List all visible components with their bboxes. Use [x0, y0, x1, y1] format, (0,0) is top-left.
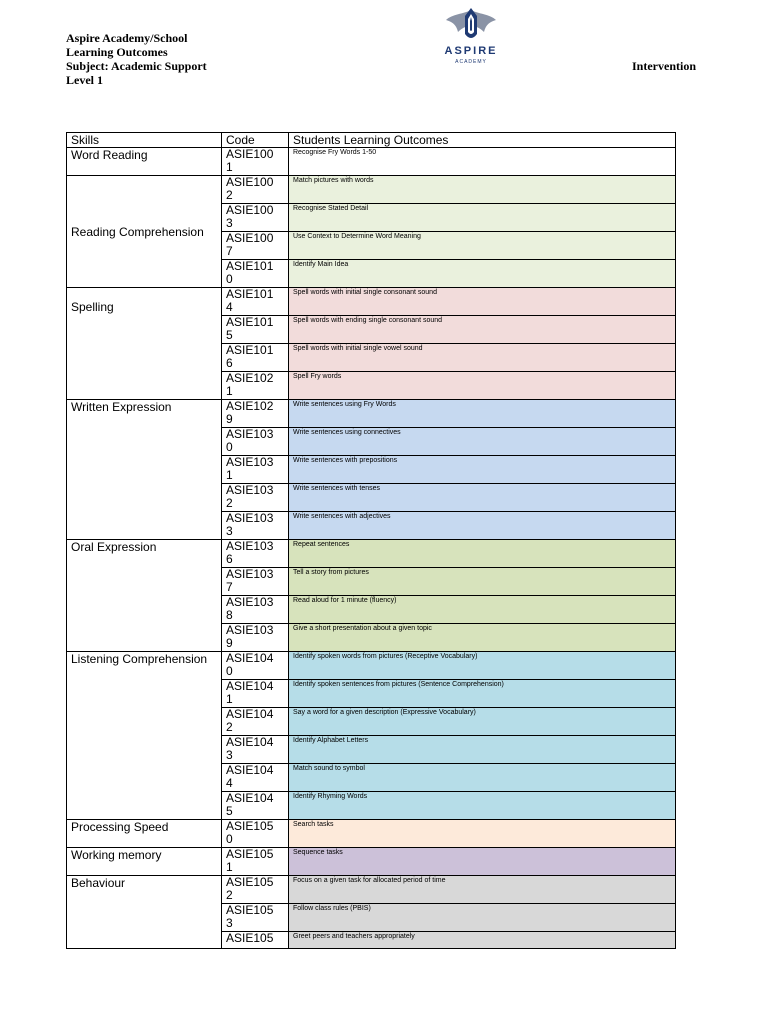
code-column-header: Code — [222, 133, 289, 148]
outcome-cell: Repeat sentences — [289, 540, 676, 568]
table-row — [67, 540, 676, 568]
outcome-cell: Give a short presentation about a given topic — [289, 624, 676, 652]
outcome-cell: Write sentences using Fry Words — [289, 400, 676, 428]
table-row — [67, 400, 676, 428]
table-row — [67, 652, 676, 680]
level-label: Level 1 — [66, 73, 103, 87]
code-cell: ASIE103 2 — [222, 484, 289, 512]
table-row — [67, 848, 676, 876]
subject-label: Subject: Academic Support — [66, 59, 207, 73]
code-cell: ASIE104 4 — [222, 764, 289, 792]
outcome-cell: Write sentences with adjectives — [289, 512, 676, 540]
table-row — [67, 876, 676, 904]
code-cell: ASIE100 3 — [222, 204, 289, 232]
code-cell: ASIE105 2 — [222, 876, 289, 904]
outcome-cell: Say a word for a given description (Expressive Vocabulary) — [289, 708, 676, 736]
code-cell: ASIE100 2 — [222, 176, 289, 204]
code-cell: ASIE103 8 — [222, 596, 289, 624]
code-cell: ASIE101 5 — [222, 316, 289, 344]
code-cell: ASIE103 6 — [222, 540, 289, 568]
school-name: Aspire Academy/School — [66, 31, 188, 45]
outcome-cell: Spell words with initial single consonant sound — [289, 288, 676, 316]
outcome-cell: Greet peers and teachers appropriately — [289, 932, 676, 949]
code-cell: ASIE103 9 — [222, 624, 289, 652]
code-cell: ASIE105 0 — [222, 820, 289, 848]
skill-cell: Spelling — [67, 288, 222, 400]
table-row — [67, 148, 676, 176]
outcome-cell: Spell words with ending single consonant sound — [289, 316, 676, 344]
skill-cell: Processing Speed — [67, 820, 222, 848]
outcome-cell: Read aloud for 1 minute (fluency) — [289, 596, 676, 624]
code-cell: ASIE104 2 — [222, 708, 289, 736]
outcomes-column-header: Students Learning Outcomes — [289, 133, 676, 148]
code-cell: ASIE105 3 — [222, 904, 289, 932]
code-cell: ASIE101 0 — [222, 260, 289, 288]
outcome-cell: Tell a story from pictures — [289, 568, 676, 596]
code-cell: ASIE102 9 — [222, 400, 289, 428]
document-title: Learning Outcomes — [66, 45, 168, 59]
outcome-cell: Write sentences with prepositions — [289, 456, 676, 484]
outcome-cell: Identify spoken words from pictures (Receptive Vocabulary) — [289, 652, 676, 680]
skill-cell: Working memory — [67, 848, 222, 876]
outcome-cell: Recognise Stated Detail — [289, 204, 676, 232]
skill-cell: Oral Expression — [67, 540, 222, 652]
learning-outcomes-table — [66, 132, 676, 949]
outcome-cell: Identify Alphabet Letters — [289, 736, 676, 764]
intervention-label: Intervention — [632, 59, 696, 73]
outcome-cell: Spell Fry words — [289, 372, 676, 400]
outcome-cell: Search tasks — [289, 820, 676, 848]
outcome-cell: Focus on a given task for allocated period of time — [289, 876, 676, 904]
table-row — [67, 288, 676, 316]
table-row — [67, 820, 676, 848]
code-cell: ASIE102 1 — [222, 372, 289, 400]
code-cell: ASIE105 — [222, 932, 289, 949]
outcome-cell: Sequence tasks — [289, 848, 676, 876]
outcome-cell: Write sentences with tenses — [289, 484, 676, 512]
outcome-cell: Use Context to Determine Word Meaning — [289, 232, 676, 260]
code-cell: ASIE100 1 — [222, 148, 289, 176]
winged-crest-icon — [442, 6, 500, 46]
aspire-logo — [436, 6, 506, 68]
code-cell: ASIE104 3 — [222, 736, 289, 764]
document-header — [66, 31, 207, 87]
skill-cell: Reading Comprehension — [67, 176, 222, 288]
skill-cell: Behaviour — [67, 876, 222, 949]
logo-subtitle: ACADEMY — [455, 59, 487, 65]
outcome-cell: Identify spoken sentences from pictures (Sentence Comprehension) — [289, 680, 676, 708]
outcome-cell: Write sentences using connectives — [289, 428, 676, 456]
outcome-cell: Spell words with initial single vowel sound — [289, 344, 676, 372]
outcome-cell: Identify Rhyming Words — [289, 792, 676, 820]
code-cell: ASIE104 0 — [222, 652, 289, 680]
code-cell: ASIE104 5 — [222, 792, 289, 820]
skills-column-header: Skills — [67, 133, 222, 148]
outcome-cell: Match pictures with words — [289, 176, 676, 204]
outcome-cell: Match sound to symbol — [289, 764, 676, 792]
skill-cell: Word Reading — [67, 148, 222, 176]
logo-wordmark: ASPIRE — [444, 45, 498, 57]
outcome-cell: Identify Main Idea — [289, 260, 676, 288]
outcome-cell: Recognise Fry Words 1-50 — [289, 148, 676, 176]
code-cell: ASIE103 7 — [222, 568, 289, 596]
code-cell: ASIE100 7 — [222, 232, 289, 260]
code-cell: ASIE101 4 — [222, 288, 289, 316]
skill-cell: Written Expression — [67, 400, 222, 540]
code-cell: ASIE103 1 — [222, 456, 289, 484]
code-cell: ASIE103 3 — [222, 512, 289, 540]
table-header-row — [67, 133, 676, 148]
code-cell: ASIE104 1 — [222, 680, 289, 708]
code-cell: ASIE103 0 — [222, 428, 289, 456]
outcome-cell: Follow class rules (PBIS) — [289, 904, 676, 932]
code-cell: ASIE101 6 — [222, 344, 289, 372]
code-cell: ASIE105 1 — [222, 848, 289, 876]
table-row — [67, 176, 676, 204]
skill-cell: Listening Comprehension — [67, 652, 222, 820]
